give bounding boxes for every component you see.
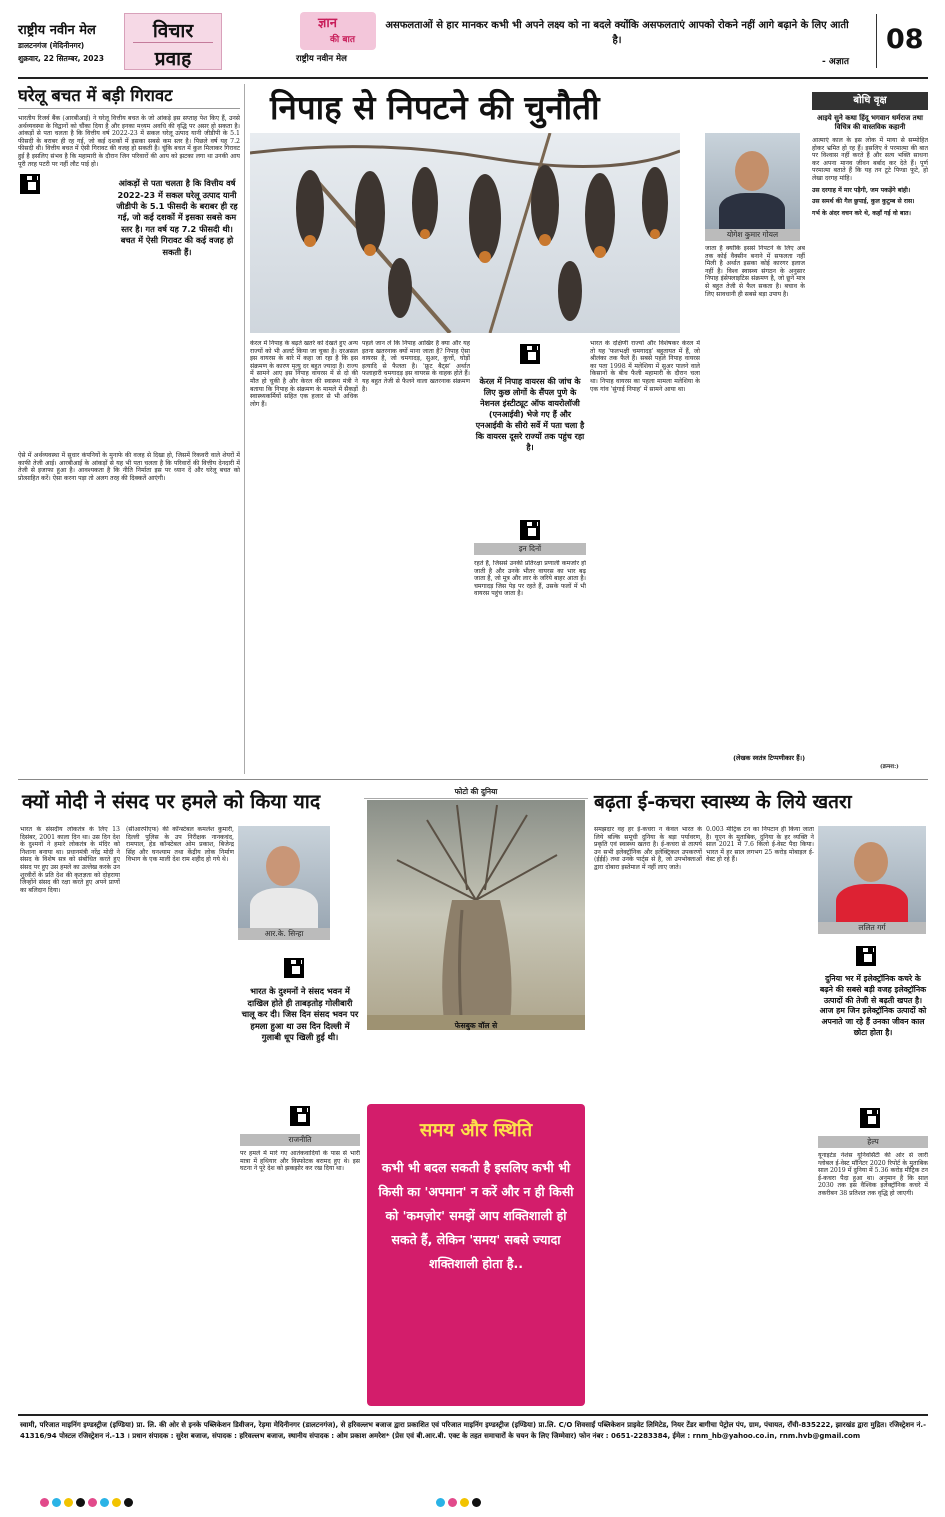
color-dot	[112, 1498, 121, 1507]
main-body-4: रहते हैं, जिससे उनकी प्रतिरक्षा प्रणाली कमजोर हो जाती है और उनके भीतर वायरस का भार बढ़ जाता है, जो मूत्र और लार के जरिये बाहर आता है। चमगादड़ जिस पेड़ पर रहते हैं, उसके फलों में भी वायरस पहुंच जाता है।	[474, 560, 586, 598]
pull-quote: आंकड़ों से पता चलता है कि वित्तीय वर्ष 2022-23 में सकल घरेलू उत्पाद यानी जीडीपी के 5.1 फीसदी के बराबर ही रह गई, जो कई दशकों में इसका सबसे कम स्तर है। गत वर्ष यह 7.2 फीसदी थी। बचत में ऐसी गिरावट की कई वजह हो सकती हैं।	[116, 178, 238, 257]
color-dot	[52, 1498, 61, 1507]
photo-caption: फेसबुक वॉल से	[454, 1021, 498, 1030]
color-dot	[40, 1498, 49, 1507]
color-dot	[472, 1498, 481, 1507]
color-dot	[436, 1498, 445, 1507]
masthead	[18, 10, 928, 72]
color-dot	[64, 1498, 73, 1507]
logo-mid: की बात	[330, 35, 355, 45]
tree-illustration	[367, 800, 585, 1030]
main-body-2: पहले जान लें कि निपाह आखिर है क्या और यह इतना खतरनाक क्यों माना जाता है? निपाह ऐसा वायरस है, जो चमगादड़, सुअर, कुत्तों, घोड़ों इत्यादि से फैलता है। 'फ्रूट बैट्स' अर्थात फलाहारी चमगादड़ इस वायरस के वाहक होते हैं। यह बहुत तेजी से फैलने वाला खतरनाक संक्रमण है।	[362, 340, 470, 393]
logo-bottom: राष्ट्रीय नवीन मेल	[296, 54, 347, 64]
author-photo-goyal	[705, 133, 800, 231]
footer-imprint: स्वामी, परिजात माइनिंग इण्डस्ट्रीज (इण्डिया) प्रा. लि. की ओर से इनके पब्लिकेशन डिवीजन, रेड़मा मेदिनीनगर (डालटनगंज), से हरिवल्लभ बजाज द्वारा प्रकाशित एवं परिजात माइनिंग इण्डस्ट्रीज (इण्डिया) प्रा.लि. C/O शिवसाईं पब्लिकेशन प्राइवेट लिमिटेड, नियर टेंडर बागीचा पेट्रोल पंप, ग्राम, पंचायत, राँची-835222, झारखंड द्वारा मुद्रित। रजिस्ट्रेशन नं.- 41316/94 पोस्टल रजिस्ट्रेशन नं.-13 । प्रधान संपादक : सुरेश बजाज, संपादक : हरिवल्लभ बजाज, स्थानीय संपादक : ओम प्रकाश अमरेश* (प्रेस एवं बी.आर.बी. एक्ट के तहत समाचारों के चयन के लिए जिम्मेवार) फोन नंबर : 0651-2283384, ईमेल : rnm_hb@yahoo.co.in, rnm.hvb@gmail.com	[20, 1421, 926, 1440]
qr-code-main-2	[520, 520, 540, 540]
print-color-marks-left	[40, 1492, 136, 1511]
editorial-body: भारतीय रिजर्व बैंक (आरबीआई) ने घरेलू वित्तीय बचत के जो आंकड़े इस सप्ताह पेश किए हैं, उनसे अर्थव्यवस्था के विद्वानों को चौंका दिया है और इनका मध्यम अवधि की वृद्धि पर असर हो सकता है। आंकड़ों से पता चलता है कि वित्तीय वर्ष 2022-23 में सकल घरेलू उत्पाद यानी जीडीपी के 5.1 फीसदी के बराबर ही रह गई, जो कई दशकों में इसका सबसे कम स्तर है। पिछले वर्ष यह 7.2 फीसदी थी। वित्तीय बचत में ऐसी गिरावट की वजह हो सकती है। चूंकि बचत में कुल मिलाकर गिरावट हुई है इसलिए संभव है कि महामारी के दौरान जिन परिवारों की आय को झटका लगा था उनकी आय पूरी तरह पटरी पर नहीं लौट पाई हो।	[18, 115, 240, 168]
color-dot	[100, 1498, 109, 1507]
editorial-savings	[18, 84, 240, 774]
color-dot	[124, 1498, 133, 1507]
ewaste-body-1: समझदार वह हर ई-कचरा न केवल भारत के लिये बल्कि समूची दुनिया के बड़ा पर्यावरण, प्रकृति एवं स्वास्थ्य खतरा है। ई-कचरा से तात्पर्य उन सभी इलेक्ट्रॉनिक और इलेक्ट्रिकल उपकरणों (ईईई) तथा उनके पार्ट्स से है, जो उपभोक्ताओं द्वारा दोबारा इस्तेमाल में नहीं लाए जाते।	[594, 826, 702, 871]
sidebar-highlight-2: उस समर्थ की गैल छुपाई, कुल कुटुम्ब से रास।	[812, 198, 915, 206]
modi-pull-quote: भारत के दुश्मनों ने संसद भवन में दाखिल होते ही ताबड़तोड़ गोलीबारी चालू कर दी। जिस दिन संसद भवन पर हमला हुआ था उस दिन दिल्ली में गुलाबी धूप खिली हुई थी।	[241, 986, 359, 1042]
author-name-sinha: आर.के. सिन्हा	[238, 928, 330, 940]
edition: डालटनगंज (मेदिनीनगर)	[18, 41, 85, 50]
quote-author: - अज्ञात	[822, 57, 849, 67]
sidebar-body: आत्माएं काल के इस लोक में माया से सम्मोहित होकर भ्रमित हो रह हैं। इसलिए वे परमात्मा की बात पर विश्वास नहीं करते हैं और सत्य भक्ति साधना कर अपना मानव जीवन बर्बाद कर देते हैं। पूर्ण परमात्मा बताते हैं कि यह तन टूटे पिण्डा फूटे, हो लेखा दरगह मांहि।	[812, 137, 928, 182]
time-text: कभी भी बदल सकती है इसलिए कभी भी किसी का 'अपमान' न करें और न ही किसी को 'कमज़ोर' समझें आप शक्तिशाली हो सकते हैं, लेकिन 'समय' सबसे ज्यादा शक्तिशाली होता है..	[378, 1160, 574, 1271]
bats-illustration	[250, 133, 680, 333]
main-pull-quote: केरल में निपाह वायरस की जांच के लिए कुछ लोगों के सैंपल पुणे के नेशनल इंस्टीट्यूट ऑफ वायरोलॉजी (एनआईवी) भेजे गए हैं और एनआईवी के सीरो सर्वे में पता चला है कि वायरस दूसरे राज्यों तक पहुंच रहा है।	[475, 377, 585, 452]
main-body-5: जाता है क्योंकि इससे निपटने के लिए अब तक कोई वैक्सीन बनाने में सफलता नहीं मिली है अर्थात इसका कोई कारगर इलाज नहीं है। विश्व स्वास्थ्य संगठन के अनुसार निपाह इंसेफ्लाइटिस संक्रमण है, जो छूने मात्र से बहुत तेजी से फैल सकता है। बचाव के लिए सावधानी ही सबसे बड़ा उपाय है।	[705, 245, 805, 298]
tree-photo	[367, 800, 585, 1030]
time-title: समय और स्थिति	[419, 1120, 533, 1141]
qr-code-modi	[284, 958, 304, 978]
time-box	[367, 1104, 585, 1406]
sidebar-highlight-3: गर्भ के अंदर वचन करे थे, कहाँ गई वो बात।	[812, 209, 911, 217]
qr-code-ewaste	[856, 946, 876, 966]
thought-quote: असफलताओं से हार मानकर कभी भी अपने लक्ष्य को ना बदले क्योंकि असफलताएं आपको रोकने नहीं आगे बढ़ाने के लिए आती है।	[385, 20, 849, 46]
author-note: (लेखक स्वतंत्र टिप्पणीकार हैं।)	[733, 754, 805, 762]
pull-quote-area	[18, 174, 240, 292]
logo-top: ज्ञान	[318, 16, 337, 31]
main-title: निपाह से निपटने की चुनौती	[270, 88, 600, 127]
qr-code-main	[520, 344, 540, 364]
sidebar-subtitle: आइये सुने कथा हिंदू भगवान धर्मराज तथा विचित्र की वास्तविक कहानी	[817, 114, 923, 131]
main-body-1: केरल में निपाह के बढ़ते खतरे को देखते हुए अन्य राज्यों को भी अलर्ट किया जा चुका है। दरअसल इस वायरस के बारे में कहा जा रहा है कि इस संक्रमण के कारण मृत्यु दर बहुत ज्यादा है। राज्य में सामने आए इस निपाह वायरस में से दो की मौत हो चुकी है और केरल की स्वास्थ्य मंत्री ने बताया कि निपाह के संक्रमण के मामले में सैकड़ों स्वास्थ्यकर्मियों सहित एक हजार से भी अधिक लोग हैं।	[250, 340, 358, 408]
modi-title: क्यों मोदी ने संसद पर हमले को किया याद	[22, 790, 321, 813]
ewaste-pull-quote: दुनिया भर में इलेक्ट्रॉनिक कचरे के बढ़ने की सबसे बड़ी वजह इलेक्ट्रॉनिक उत्पादों की तेजी से बढ़ती खपत है। आज हम जिन इलेक्ट्रॉनिक उत्पादों को अपनाते जा रहे हैं उनका जीवन काल छोटा होता है।	[819, 974, 927, 1037]
photo-header: फोटो की दुनिया	[364, 786, 588, 799]
ewaste-title: बढ़ता ई-कचरा स्वास्थ्य के लिये खतरा	[594, 791, 852, 813]
section-title-2: प्रवाह	[154, 48, 192, 70]
color-dot	[88, 1498, 97, 1507]
ewaste-body-3: यूनाइटेड नेशंस यूनिवर्सिटी की ओर से जारी ग्लोबल ई-वेस्ट मॉनिटर 2020 रिपोर्ट के मुताबिक साल 2019 में दुनिया में 5.36 करोड़ मीट्रिक टन ई-कचरा पैदा हुआ था। अनुमान है कि साल 2030 तक इस वैश्विक इलेक्ट्रॉनिक कचरे में तकरीबन 38 प्रतिशत तक वृद्धि हो जाएगी।	[818, 1152, 928, 1197]
editorial-body-2: ऐसे में अर्थव्यवस्था में सुधार कंपनियों के मुनाफे की वजह से दिखा हो, जिसमें रिकवरी वाले शेयरों में काफी तेजी आई। आरबीआई के आंकड़ों से यह भी पता चलता है कि परिवारों की वित्तीय देनदारी में तेजी से इजाफा हुआ है। आवश्यकता है कि नीति निर्माता इस पर ध्यान दें और घरेलू बचत को प्रोत्साहित करें। ऐसा करना पड़ा तो अलग तरह की दिक्कतें आएंगी।	[18, 452, 240, 482]
author-photo-sinha	[238, 826, 330, 930]
author-name-garg: ललित गर्ग	[818, 922, 926, 934]
editorial-title: घरेलू बचत में बड़ी गिरावट	[18, 84, 240, 109]
color-dot	[460, 1498, 469, 1507]
col-label-in-dino: इन दिनों	[474, 543, 586, 555]
issue-date: शुक्रवार, 22 सितम्बर, 2023	[18, 54, 104, 63]
col-label-rajniti: राजनीति	[240, 1134, 360, 1146]
modi-body-2: (सीआरपीएफ) की कॉन्स्टेबल कमलेश कुमारी, दिल्ली पुलिस के उप निरीक्षक नानकचंद, रामपाल, हेड कॉन्स्टेबल ओम प्रकाश, बिजेन्द्र सिंह और घनश्याम तथा केंद्रीय लोक निर्माण विभाग के एक माली देश राम शहीद हो गये थे।	[126, 826, 234, 864]
qr-code-modi-2	[290, 1106, 310, 1126]
print-color-marks-right	[436, 1492, 484, 1511]
paper-name: राष्ट्रीय नवीन मेल	[18, 23, 96, 38]
section-title-1: विचार	[152, 20, 194, 42]
author-photo-garg	[818, 826, 926, 924]
sidebar-highlight-1: उस दरगाह में मार पड़ैगी, जम पकड़ेंगे बांही।	[812, 186, 911, 194]
modi-body-1: भारत के संसदीय लोकतंत्र के लिए 13 दिसंबर, 2001 काला दिन था। उस दिन देश के दुश्मनों ने हमारे लोकतंत्र के मंदिर को निशाना बनाया था। प्रधानमंत्री नरेंद्र मोदी ने संसद के विशेष सत्र को संबोधित करते हुए संसद पर हुए उस हमले का उल्लेख करके उन शूरवीरों के प्रति देश की कृतज्ञता को दोहराया जिन्होंने संसद की रक्षा करते हुए अपने प्राणों का बलिदान दिया।	[20, 826, 120, 894]
modi-body-3: पर हमले में मारे गए आतंकवादियों के पास से भारी मात्रा में हथियार और विस्फोटक बरामद हुए थे। इस घटना ने पूरे देश को झकझोर कर रख दिया था।	[240, 1150, 360, 1173]
page-number: 08	[886, 24, 924, 55]
color-dot	[448, 1498, 457, 1507]
sidebar-credit: (क्रमश:)	[880, 764, 899, 770]
section-box	[124, 13, 222, 70]
qr-code-ewaste-2	[860, 1108, 880, 1128]
gyan-logo	[290, 10, 386, 68]
main-body-3: भारत के दक्षिणी राज्यों और विशेषकर केरल में तो यह 'फलभक्षी चमगादड़' बहुतायत में हैं, जो श्रीलंका तक फैले हैं। सबसे पहले निपाह वायरस का पता 1998 में मलेशिया में सुअर पालने वाले किसानों के बीच फैली महामारी के दौरान चला था। निपाह वायरस का पहला मामला मलेशिया के एक गांव 'सुंगाई निपाह' में सामने आया था।	[590, 340, 700, 393]
col-label-help: हेल्प	[818, 1136, 928, 1148]
qr-code	[20, 174, 40, 194]
color-dot	[76, 1498, 85, 1507]
author-name-goyal: योगेश कुमार गोयल	[705, 229, 800, 241]
bats-photo	[250, 133, 680, 333]
sidebar-story	[812, 92, 928, 774]
sidebar-header: बोधि वृक्ष	[812, 92, 928, 110]
ewaste-body-2: 0.003 मीट्रिक टन का निपटान ही किया जाता है। यूएन के मुताबिक, दुनिया के हर व्यक्ति ने साल 2021 में 7.6 किलो ई-वेस्ट पैदा किया। भारत में हर साल लगभग 25 करोड़ मोबाइल ई-वेस्ट हो रहे हैं।	[706, 826, 814, 864]
main-pull-area	[474, 340, 586, 550]
